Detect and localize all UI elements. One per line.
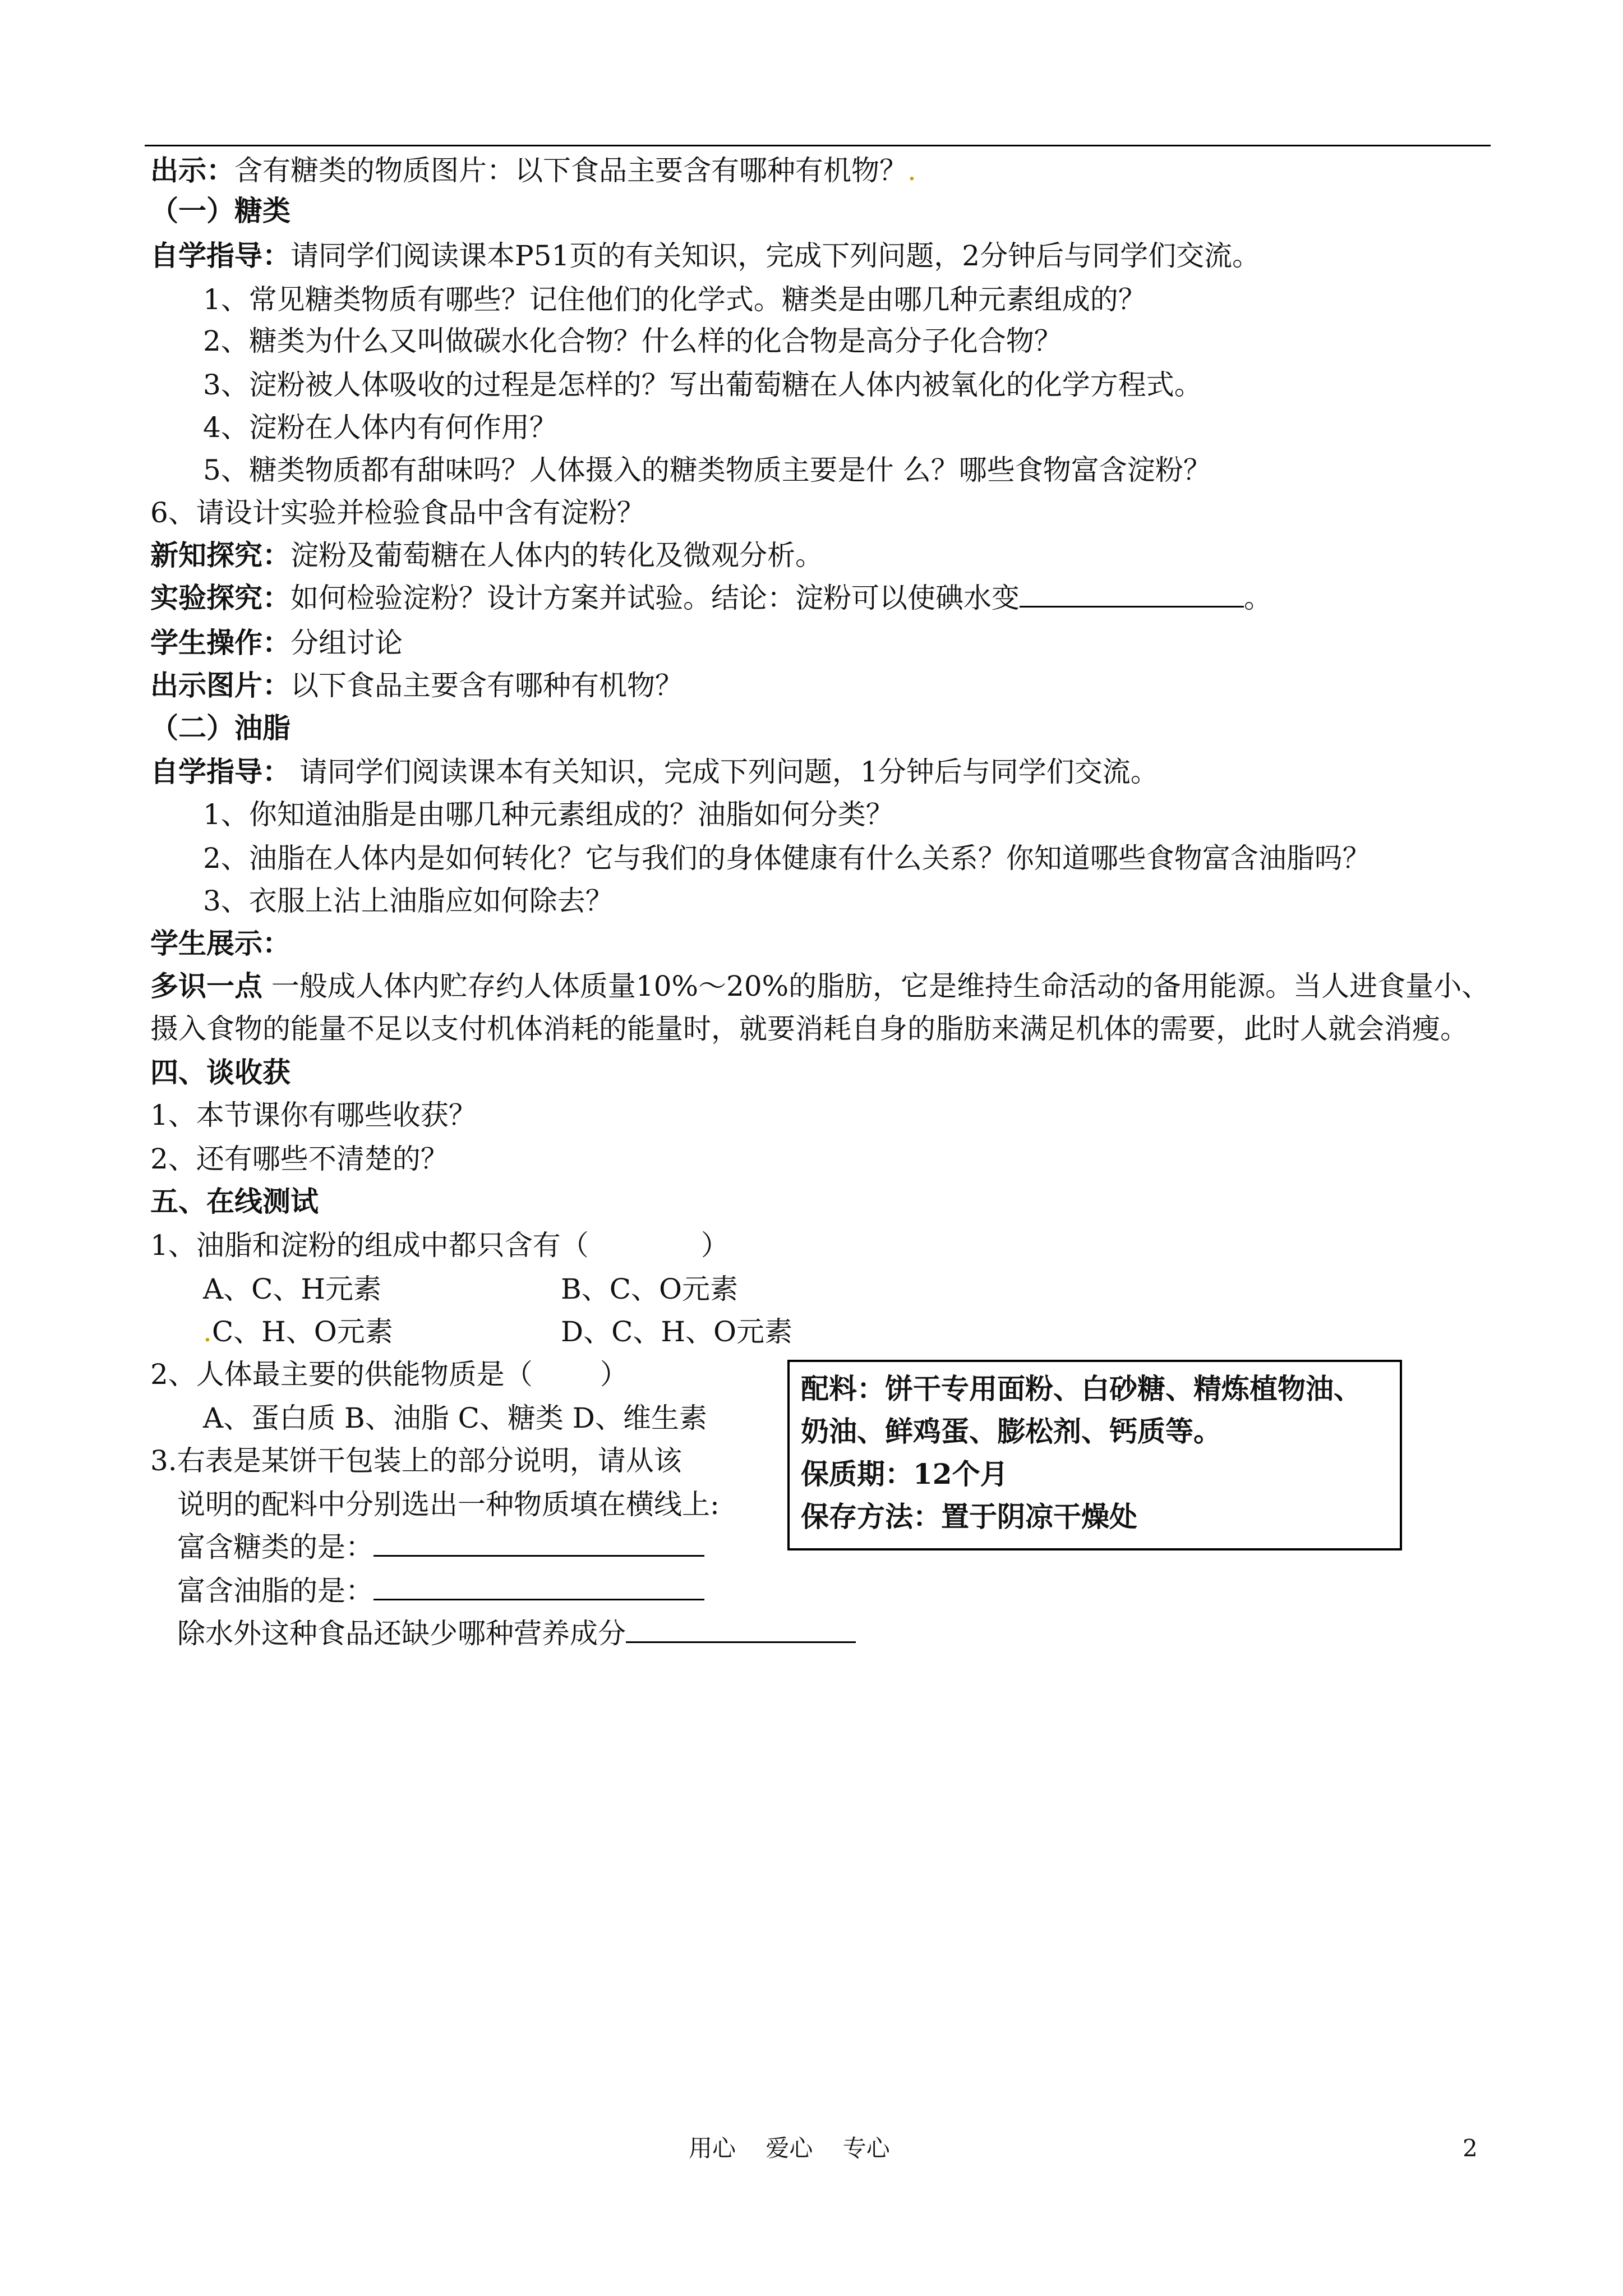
- missing-nutrient-label: 除水外这种食品还缺少哪种营养成分: [177, 1617, 626, 1650]
- question-5: 5、糖类物质都有甜味吗？人体摄入的糖类物质主要是什 么？哪些食物富含淀粉？: [203, 454, 1211, 486]
- line-more-knowledge: [150, 966, 1490, 1006]
- harvest-1: 1、本节课你有哪些收获？: [150, 1099, 477, 1131]
- experiment-label: 实验探究：: [150, 581, 291, 614]
- option-1c: .C、H、O元素: [203, 1315, 393, 1348]
- intro-label: 出示：: [150, 154, 234, 187]
- test-question-2: [150, 1354, 628, 1395]
- option-1c-text: C、H、O元素: [211, 1315, 393, 1348]
- line-operation: [150, 623, 403, 663]
- operation-text: 分组讨论: [291, 627, 403, 659]
- line-missing-nutrient: [177, 1613, 856, 1654]
- fat-question-2: 2、油脂在人体内是如何转化？它与我们的身体健康有什么关系？你知道哪些食物富含油脂吗？: [203, 842, 1371, 875]
- line-picture: [150, 665, 683, 706]
- fat-rich-label: 富含油脂的是：: [177, 1575, 374, 1607]
- test-question-2-text: 2、人体最主要的供能物质是（: [150, 1358, 533, 1391]
- guide2-label: 自学指导：: [150, 755, 291, 788]
- guide2-text: 请同学们阅读课本有关知识，完成下列问题，1分钟后与同学们交流。: [291, 756, 1159, 788]
- question-6: 6、请设计实验并检验食品中含有淀粉？: [150, 496, 645, 529]
- more-text-2: 摄入食物的能量不足以支付机体消耗的能量时，就要消耗自身的脂肪来满足机体的需要，此时人就会消瘦。: [150, 1013, 1468, 1045]
- option-1a: A、C、H元素: [203, 1273, 381, 1305]
- experiment-end: 。: [1244, 582, 1272, 614]
- option-1b: B、C、O元素: [561, 1273, 738, 1305]
- header-rule: [145, 145, 1491, 146]
- test-question-3-a: 3.右表是某饼干包装上的部分说明，请从该: [150, 1444, 682, 1477]
- picture-text: 以下食品主要含有哪种有机物？: [291, 669, 683, 702]
- test-question-2-options: A、蛋白质 B、油脂 C、糖类 D、维生素: [203, 1402, 707, 1434]
- shelf-life-text: 保质期：12个月: [801, 1457, 1008, 1490]
- line-sugar-rich: [177, 1527, 704, 1567]
- fat-question-3: 3、衣服上沾上油脂应如何除去？: [203, 885, 614, 917]
- line-intro: 出示：含有糖类的物质图片：以下食品主要含有哪种有机物？.: [150, 154, 916, 187]
- answer-blank[interactable]: [1020, 580, 1244, 608]
- more-text-1: 一般成人体内贮存约人体质量10%～20%的脂肪，它是维持生命活动的备用能源。当人进食量小、: [262, 970, 1490, 1002]
- missing-nutrient-blank[interactable]: [626, 1616, 856, 1643]
- guide1-text: 请同学们阅读课本P51页的有关知识，完成下列问题，2分钟后与同学们交流。: [291, 240, 1261, 272]
- fat-rich-blank[interactable]: [374, 1573, 704, 1600]
- section-test: 五、在线测试: [150, 1185, 319, 1218]
- line-explore: [150, 535, 823, 576]
- ingredients-text: 配料：饼干专用面粉、白砂糖、精炼植物油、奶油、鲜鸡蛋、膨松剂、钙质等。: [801, 1372, 1362, 1448]
- question-1: 1、常见糖类物质有哪些？记住他们的化学式。糖类是由哪几种元素组成的？: [203, 283, 1146, 316]
- test-question-3-b: 说明的配料中分别选出一种物质填在横线上:: [177, 1488, 720, 1521]
- student-show: 学生展示：: [150, 927, 291, 960]
- package-label-box: [787, 1360, 1402, 1550]
- option-1d: D、C、H、O元素: [561, 1315, 792, 1348]
- section-fat: （二）油脂: [150, 711, 291, 744]
- intro-text: 含有糖类的物质图片：以下食品主要含有哪种有机物？: [234, 154, 907, 187]
- sugar-rich-blank[interactable]: [374, 1529, 704, 1557]
- line-fat-rich: [177, 1571, 704, 1611]
- line-guide2: [150, 752, 1159, 792]
- experiment-text: 如何检验淀粉？设计方案并试验。结论：淀粉可以使碘水变: [291, 582, 1020, 614]
- test-question-2-end: ）: [600, 1358, 628, 1391]
- harvest-2: 2、还有哪些不清楚的？: [150, 1143, 449, 1175]
- line-experiment: [150, 578, 1272, 618]
- guide1-label: 自学指导：: [150, 239, 291, 272]
- test-question-1-text: 1、油脂和淀粉的组成中都只含有（: [150, 1229, 589, 1262]
- picture-label: 出示图片：: [150, 669, 291, 702]
- operation-label: 学生操作：: [150, 626, 291, 659]
- question-3: 3、淀粉被人体吸收的过程是怎样的？写出葡萄糖在人体内被氧化的化学方程式。: [203, 369, 1202, 401]
- section-harvest: 四、谈收获: [150, 1056, 291, 1089]
- line-guide1: [150, 236, 1260, 276]
- explore-label: 新知探究：: [150, 539, 291, 572]
- storage-text: 保存方法：置于阴凉干燥处: [801, 1500, 1137, 1533]
- question-4: 4、淀粉在人体内有何作用？: [203, 411, 557, 444]
- explore-text: 淀粉及葡萄糖在人体内的转化及微观分析。: [291, 539, 823, 572]
- test-question-1: [150, 1225, 729, 1266]
- sugar-rich-label: 富含糖类的是：: [177, 1531, 374, 1563]
- question-2: 2、糖类为什么又叫做碳水化合物？什么样的化合物是高分子化合物？: [203, 325, 1062, 357]
- section-sugar: （一）糖类: [150, 194, 291, 227]
- more-label: 多识一点: [150, 969, 262, 1002]
- fat-question-1: 1、你知道油脂是由哪几种元素组成的？油脂如何分类？: [203, 798, 894, 831]
- page-number: 2: [1463, 2134, 1478, 2162]
- footer-text: 用心 爱心 专心: [689, 2134, 890, 2162]
- test-question-1-end: ）: [700, 1229, 729, 1262]
